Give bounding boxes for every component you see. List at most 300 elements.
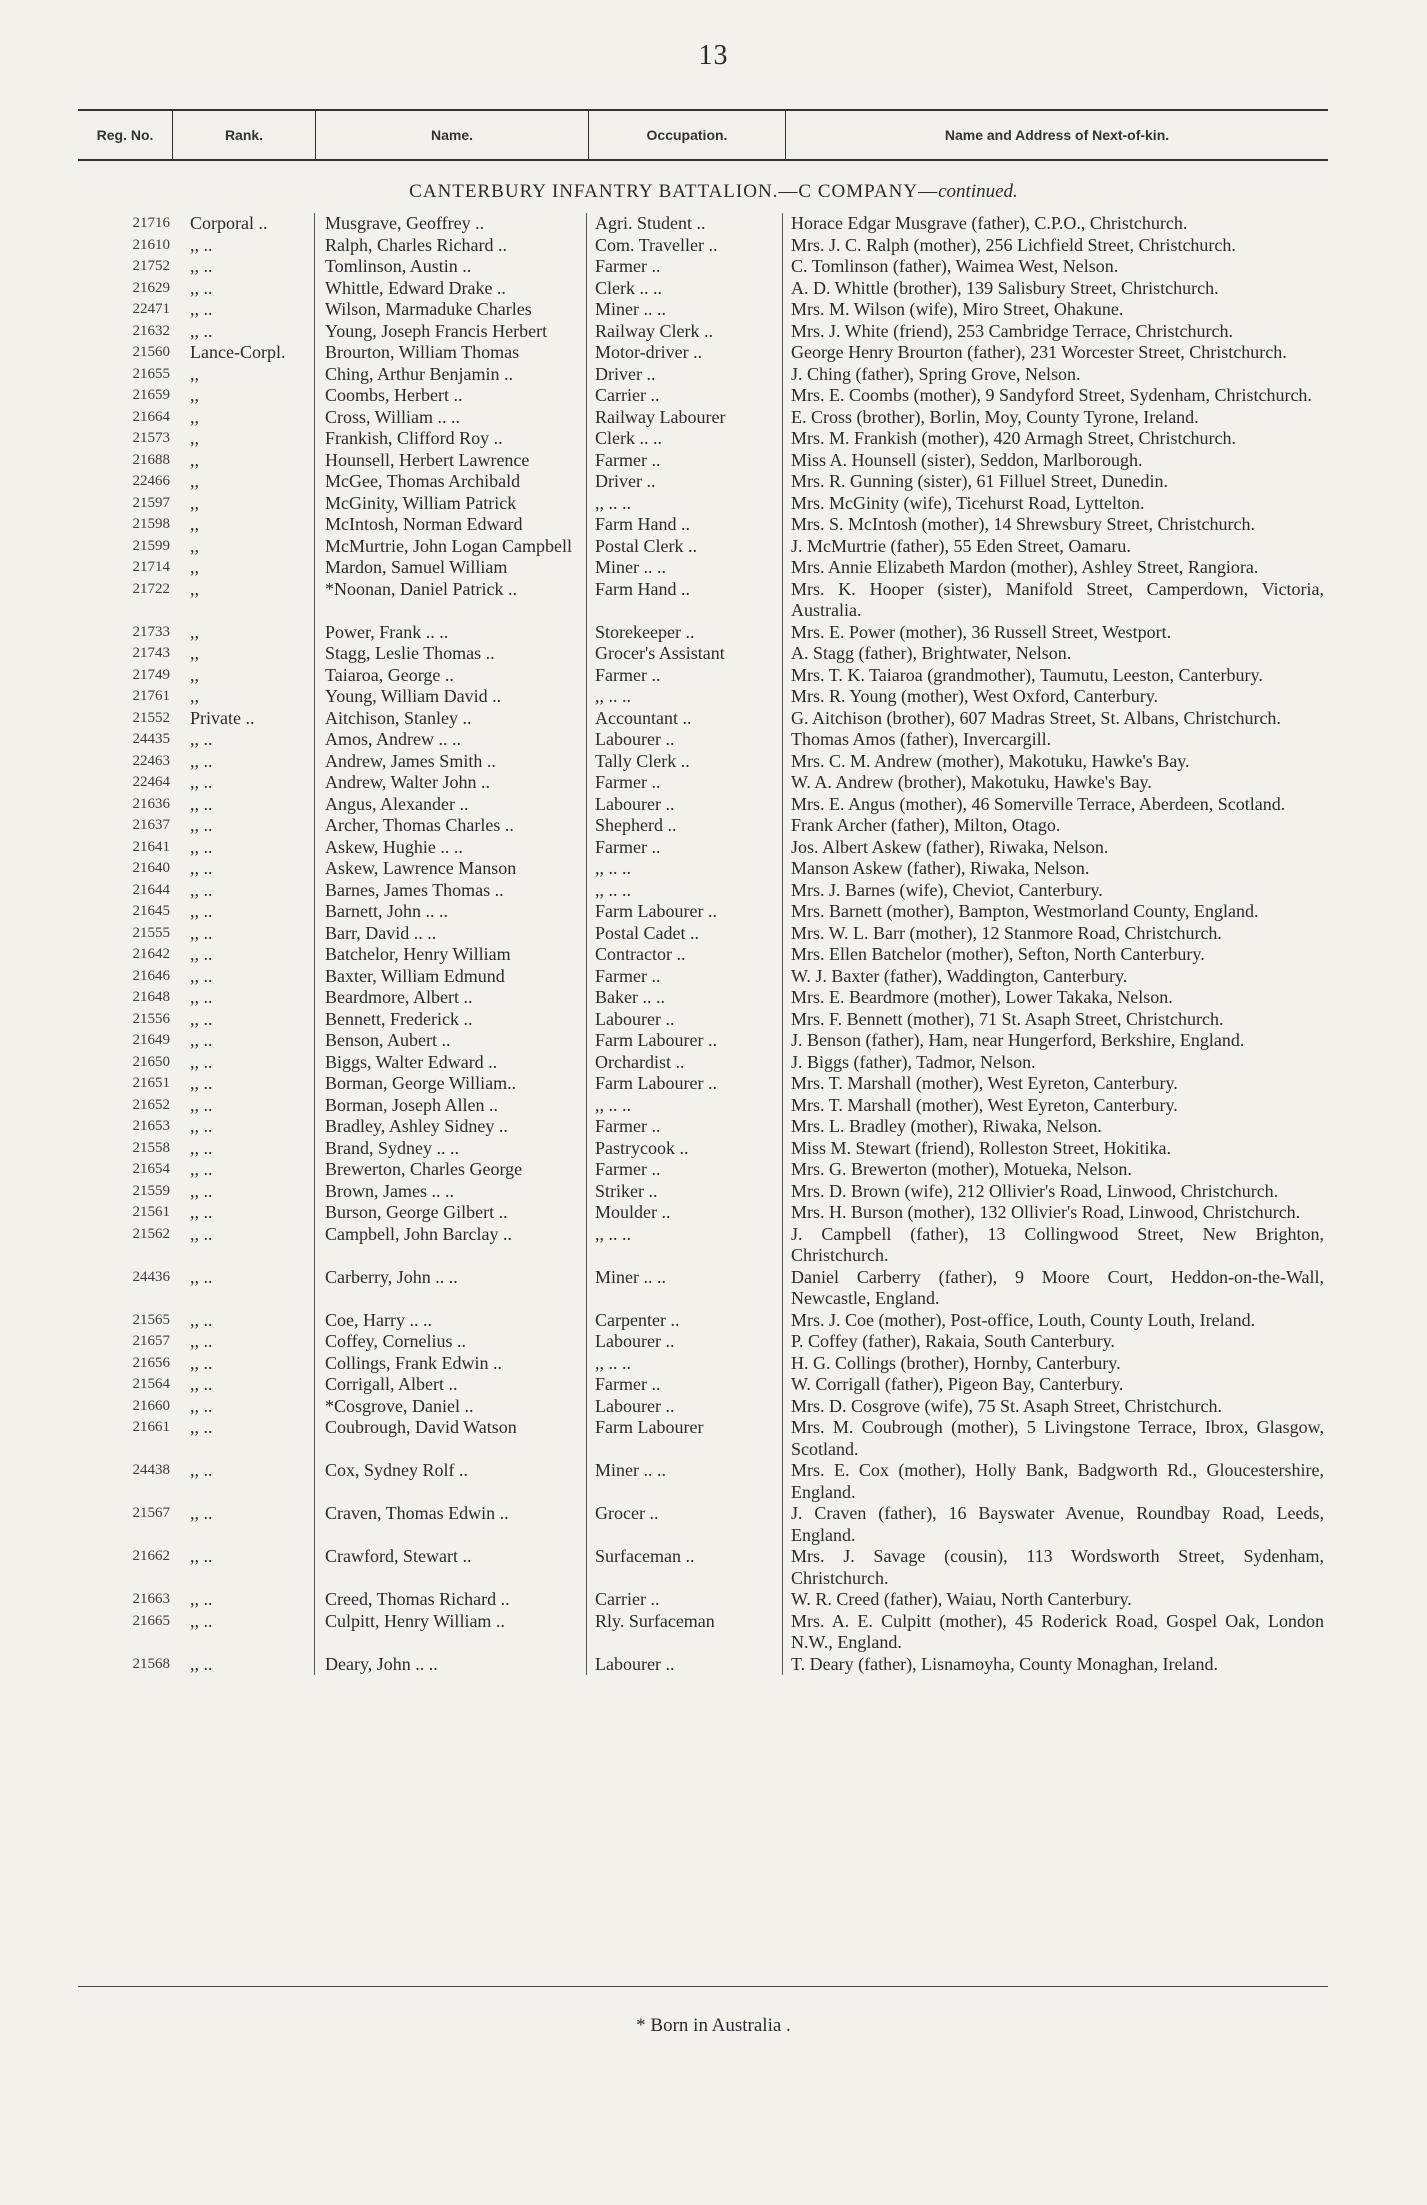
next-of-kin-cell: Mrs. M. Frankish (mother), 420 Armagh Street, Christchurch. <box>782 428 1328 450</box>
reg-no-cell: 24438 <box>132 1462 170 1478</box>
reg-no-cell: 21664 <box>132 408 170 425</box>
name-cell: *Cosgrove, Daniel .. <box>314 1396 586 1418</box>
reg-no-cell: 21558 <box>132 1139 170 1156</box>
name-cell: Borman, George William.. <box>314 1073 586 1095</box>
next-of-kin-cell: Thomas Amos (father), Invercargill. <box>782 729 1328 751</box>
name-cell: Mardon, Samuel William <box>314 557 586 579</box>
next-of-kin-cell: W. R. Creed (father), Waiau, North Canterbury. <box>782 1589 1328 1611</box>
next-of-kin-cell: J. Biggs (father), Tadmor, Nelson. <box>782 1052 1328 1074</box>
table-row <box>78 450 1328 472</box>
reg-no-cell: 21561 <box>132 1204 170 1220</box>
reg-no-cell: 21573 <box>132 430 170 446</box>
next-of-kin-cell: Mrs. E. Angus (mother), 46 Somerville Terrace, Aberdeen, Scotland. <box>782 794 1328 816</box>
table-row <box>78 944 1328 966</box>
reg-no-cell: 22463 <box>132 752 170 769</box>
table-row <box>78 213 1328 235</box>
table-row <box>78 686 1328 708</box>
rank-cell: ,, .. <box>190 1202 213 1222</box>
name-cell: Young, Joseph Francis Herbert <box>314 321 586 343</box>
rank-cell: ,, <box>190 535 199 556</box>
next-of-kin-cell: J. Craven (father), 16 Bayswater Avenue, Roundbay Road, Leeds, England. <box>782 1503 1328 1546</box>
table-row <box>78 579 1328 622</box>
reg-no-cell: 21661 <box>132 1419 170 1435</box>
occupation-cell: Labourer .. <box>586 794 782 816</box>
table-row <box>78 1159 1328 1181</box>
name-cell: Brown, James .. .. <box>314 1181 586 1203</box>
table-row <box>78 256 1328 278</box>
name-cell: Batchelor, Henry William <box>314 944 586 966</box>
name-cell: McGinity, William Patrick <box>314 493 586 515</box>
reg-no-cell: 21688 <box>132 451 170 468</box>
section-title <box>0 181 1427 203</box>
rank-cell: ,, .. <box>190 1180 213 1201</box>
name-cell: Collings, Frank Edwin .. <box>314 1353 586 1375</box>
next-of-kin-cell: Mrs. A. E. Culpitt (mother), 45 Roderick Road, Gospel Oak, London N.W., England. <box>782 1611 1328 1654</box>
name-cell: Ching, Arthur Benjamin .. <box>314 364 586 386</box>
reg-no-cell: 21567 <box>132 1505 170 1521</box>
rank-cell: ,, .. <box>190 922 213 943</box>
rank-cell: ,, .. <box>190 1051 213 1072</box>
rank-cell: ,, .. <box>190 901 213 921</box>
next-of-kin-cell: Mrs. T. Marshall (mother), West Eyreton, Canterbury. <box>782 1073 1328 1095</box>
rank-cell: ,, .. <box>190 1653 213 1674</box>
name-cell: Creed, Thomas Richard .. <box>314 1589 586 1611</box>
occupation-cell: Clerk .. .. <box>586 428 782 450</box>
name-cell: Coe, Harry .. .. <box>314 1310 586 1332</box>
next-of-kin-cell: Mrs. T. K. Taiaroa (grandmother), Taumutu, Leeston, Canterbury. <box>782 665 1328 687</box>
occupation-cell: Farmer .. <box>586 256 782 278</box>
reg-no-cell: 21644 <box>132 881 170 898</box>
name-cell: Baxter, William Edmund <box>314 966 586 988</box>
name-cell: Ralph, Charles Richard .. <box>314 235 586 257</box>
table-row <box>78 342 1328 364</box>
occupation-cell: Railway Labourer <box>586 407 782 429</box>
reg-no-cell: 21657 <box>132 1333 170 1349</box>
rank-cell: ,, .. <box>190 1116 213 1136</box>
rank-cell: ,, .. <box>190 256 213 276</box>
occupation-cell: Farm Labourer .. <box>586 1030 782 1052</box>
name-cell: Barnes, James Thomas .. <box>314 880 586 902</box>
next-of-kin-cell: Mrs. W. L. Barr (mother), 12 Stanmore Road, Christchurch. <box>782 923 1328 945</box>
next-of-kin-cell: Mrs. J. White (friend), 253 Cambridge Terrace, Christchurch. <box>782 321 1328 343</box>
rank-cell: ,, .. <box>190 1395 213 1416</box>
name-cell: Brourton, William Thomas <box>314 342 586 364</box>
next-of-kin-cell: J. Campbell (father), 13 Collingwood Street, New Brighton, Christchurch. <box>782 1224 1328 1267</box>
name-cell: Amos, Andrew .. .. <box>314 729 586 751</box>
next-of-kin-cell: Mrs. E. Coombs (mother), 9 Sandyford Street, Sydenham, Christchurch. <box>782 385 1328 407</box>
rank-cell: Private .. <box>190 707 255 728</box>
name-cell: Cox, Sydney Rolf .. <box>314 1460 586 1503</box>
name-cell: Musgrave, Geoffrey .. <box>314 213 586 235</box>
table-row <box>78 471 1328 493</box>
rank-cell: ,, .. <box>190 1460 213 1480</box>
name-cell: Askew, Hughie .. .. <box>314 837 586 859</box>
name-cell: Stagg, Leslie Thomas .. <box>314 643 586 665</box>
name-cell: Coubrough, David Watson <box>314 1417 586 1460</box>
reg-no-cell: 21665 <box>132 1612 170 1629</box>
rank-cell: Corporal .. <box>190 213 268 233</box>
next-of-kin-cell: Mrs. H. Burson (mother), 132 Ollivier's Road, Linwood, Christchurch. <box>782 1202 1328 1224</box>
occupation-cell: Farm Labourer .. <box>586 901 782 923</box>
next-of-kin-cell: Mrs. T. Marshall (mother), West Eyreton, Canterbury. <box>782 1095 1328 1117</box>
name-cell: Cross, William .. .. <box>314 407 586 429</box>
reg-no-cell: 24436 <box>132 1268 170 1285</box>
name-cell: Wilson, Marmaduke Charles <box>314 299 586 321</box>
table-row <box>78 557 1328 579</box>
next-of-kin-cell: Mrs. Annie Elizabeth Mardon (mother), Ashley Street, Rangiora. <box>782 557 1328 579</box>
table-row <box>78 1138 1328 1160</box>
reg-no-cell: 21662 <box>132 1548 170 1564</box>
next-of-kin-cell: C. Tomlinson (father), Waimea West, Nelson. <box>782 256 1328 278</box>
table-row <box>78 643 1328 665</box>
next-of-kin-cell: Mrs. D. Cosgrove (wife), 75 St. Asaph Street, Christchurch. <box>782 1396 1328 1418</box>
next-of-kin-cell: G. Aitchison (brother), 607 Madras Street, St. Albans, Christchurch. <box>782 708 1328 730</box>
rank-cell: ,, .. <box>190 1331 213 1351</box>
name-cell: Beardmore, Albert .. <box>314 987 586 1009</box>
name-cell: Campbell, John Barclay .. <box>314 1224 586 1267</box>
reg-no-cell: 21659 <box>132 387 170 403</box>
table-row <box>78 837 1328 859</box>
rank-cell: ,, <box>190 471 199 491</box>
table-row <box>78 966 1328 988</box>
table-row <box>78 1095 1328 1117</box>
reg-no-cell: 21646 <box>132 967 170 984</box>
next-of-kin-cell: W. J. Baxter (father), Waddington, Canterbury. <box>782 966 1328 988</box>
table-row <box>78 880 1328 902</box>
reg-no-cell: 21629 <box>132 279 170 296</box>
reg-no-cell: 21761 <box>132 688 170 704</box>
next-of-kin-cell: Mrs. Barnett (mother), Bampton, Westmorland County, England. <box>782 901 1328 923</box>
occupation-cell: Driver .. <box>586 471 782 493</box>
occupation-cell: Contractor .. <box>586 944 782 966</box>
name-cell: Young, William David .. <box>314 686 586 708</box>
next-of-kin-cell: Mrs. E. Beardmore (mother), Lower Takaka, Nelson. <box>782 987 1328 1009</box>
table-header <box>78 109 1328 161</box>
occupation-cell: Farm Hand .. <box>586 514 782 536</box>
table-row <box>78 1073 1328 1095</box>
rank-cell: ,, .. <box>190 1008 213 1029</box>
rank-cell: ,, <box>190 621 199 642</box>
rank-cell: ,, .. <box>190 1352 213 1373</box>
rank-cell: ,, .. <box>190 1610 213 1631</box>
table-row <box>78 858 1328 880</box>
page-number: 13 <box>698 40 729 71</box>
occupation-cell: Labourer .. <box>586 729 782 751</box>
rank-cell: ,, .. <box>190 1094 213 1115</box>
name-cell: Corrigall, Albert .. <box>314 1374 586 1396</box>
rank-cell: ,, .. <box>190 772 213 792</box>
occupation-cell: Storekeeper .. <box>586 622 782 644</box>
rank-cell: ,, <box>190 449 199 470</box>
next-of-kin-cell: Mrs. R. Gunning (sister), 61 Filluel Street, Dunedin. <box>782 471 1328 493</box>
table-row <box>78 794 1328 816</box>
next-of-kin-cell: Miss M. Stewart (friend), Rolleston Street, Hokitika. <box>782 1138 1328 1160</box>
next-of-kin-cell: George Henry Brourton (father), 231 Worcester Street, Christchurch. <box>782 342 1328 364</box>
occupation-cell: Striker .. <box>586 1181 782 1203</box>
reg-no-cell: 21641 <box>132 838 170 855</box>
occupation-cell: Accountant .. <box>586 708 782 730</box>
rank-cell: ,, <box>190 428 199 448</box>
occupation-cell: ,, .. .. <box>586 858 782 880</box>
table-row <box>78 1310 1328 1332</box>
next-of-kin-cell: W. Corrigall (father), Pigeon Bay, Canterbury. <box>782 1374 1328 1396</box>
rank-cell: ,, <box>190 363 199 384</box>
occupation-cell: Labourer .. <box>586 1331 782 1353</box>
reg-no-cell: 21649 <box>132 1032 170 1048</box>
rank-cell: ,, <box>190 557 199 577</box>
rank-cell: ,, <box>190 664 199 685</box>
rank-cell: ,, .. <box>190 987 213 1007</box>
rank-cell: ,, .. <box>190 836 213 857</box>
next-of-kin-cell: J. McMurtrie (father), 55 Eden Street, Oamaru. <box>782 536 1328 558</box>
name-cell: Coombs, Herbert .. <box>314 385 586 407</box>
occupation-cell: Carpenter .. <box>586 1310 782 1332</box>
table-row <box>78 1589 1328 1611</box>
reg-no-cell: 21597 <box>132 494 170 511</box>
rank-cell: ,, .. <box>190 299 213 319</box>
table-row <box>78 321 1328 343</box>
header-reg-no: Reg. No. <box>78 111 173 159</box>
occupation-cell: ,, .. .. <box>586 1224 782 1267</box>
table-row <box>78 428 1328 450</box>
occupation-cell: Farmer .. <box>586 1116 782 1138</box>
rank-cell: ,, .. <box>190 965 213 986</box>
reg-no-cell: 21722 <box>132 580 170 597</box>
table-row <box>78 1202 1328 1224</box>
reg-no-cell: 21716 <box>132 215 170 231</box>
next-of-kin-cell: H. G. Collings (brother), Hornby, Canterbury. <box>782 1353 1328 1375</box>
next-of-kin-cell: W. A. Andrew (brother), Makotuku, Hawke's Bay. <box>782 772 1328 794</box>
next-of-kin-cell: E. Cross (brother), Borlin, Moy, County Tyrone, Ireland. <box>782 407 1328 429</box>
table-row <box>78 1546 1328 1589</box>
table-row <box>78 514 1328 536</box>
next-of-kin-cell: Jos. Albert Askew (father), Riwaka, Nelson. <box>782 837 1328 859</box>
name-cell: Brewerton, Charles George <box>314 1159 586 1181</box>
occupation-cell: ,, .. .. <box>586 1353 782 1375</box>
rank-cell: ,, .. <box>190 1309 213 1330</box>
name-cell: Brand, Sydney .. .. <box>314 1138 586 1160</box>
next-of-kin-cell: Mrs. L. Bradley (mother), Riwaka, Nelson. <box>782 1116 1328 1138</box>
table-row <box>78 751 1328 773</box>
occupation-cell: Grocer's Assistant <box>586 643 782 665</box>
reg-no-cell: 24435 <box>132 731 170 747</box>
name-cell: Barnett, John .. .. <box>314 901 586 923</box>
name-cell: Askew, Lawrence Manson <box>314 858 586 880</box>
header-rank: Rank. <box>173 111 316 159</box>
reg-no-cell: 21656 <box>132 1354 170 1371</box>
name-cell: Burson, George Gilbert .. <box>314 1202 586 1224</box>
name-cell: Taiaroa, George .. <box>314 665 586 687</box>
rank-cell: ,, .. <box>190 1137 213 1158</box>
next-of-kin-cell: P. Coffey (father), Rakaia, South Canterbury. <box>782 1331 1328 1353</box>
name-cell: Power, Frank .. .. <box>314 622 586 644</box>
next-of-kin-cell: Mrs. J. C. Ralph (mother), 256 Lichfield Street, Christchurch. <box>782 235 1328 257</box>
rank-cell: ,, .. <box>190 879 213 900</box>
section-title-main: CANTERBURY INFANTRY BATTALION.—C COMPANY— <box>409 181 939 202</box>
name-cell: Coffey, Cornelius .. <box>314 1331 586 1353</box>
name-cell: McGee, Thomas Archibald <box>314 471 586 493</box>
reg-no-cell: 21565 <box>132 1311 170 1328</box>
reg-no-cell: 21599 <box>132 537 170 554</box>
table-row <box>78 923 1328 945</box>
reg-no-cell: 21650 <box>132 1053 170 1070</box>
name-cell: Craven, Thomas Edwin .. <box>314 1503 586 1546</box>
reg-no-cell: 21598 <box>132 516 170 532</box>
next-of-kin-cell: Mrs. J. Coe (mother), Post-office, Louth, County Louth, Ireland. <box>782 1310 1328 1332</box>
table-row <box>78 1396 1328 1418</box>
next-of-kin-cell: Mrs. D. Brown (wife), 212 Ollivier's Road, Linwood, Christchurch. <box>782 1181 1328 1203</box>
next-of-kin-cell: Mrs. G. Brewerton (mother), Motueka, Nelson. <box>782 1159 1328 1181</box>
rank-cell: ,, <box>190 578 199 599</box>
table-row <box>78 536 1328 558</box>
next-of-kin-cell: Mrs. E. Power (mother), 36 Russell Street, Westport. <box>782 622 1328 644</box>
table-row <box>78 1374 1328 1396</box>
table-row <box>78 1181 1328 1203</box>
reg-no-cell: 21645 <box>132 903 170 919</box>
name-cell: Barr, David .. .. <box>314 923 586 945</box>
reg-no-cell: 21632 <box>132 322 170 339</box>
reg-no-cell: 21653 <box>132 1118 170 1134</box>
name-cell: Bradley, Ashley Sidney .. <box>314 1116 586 1138</box>
table-row <box>78 1503 1328 1546</box>
reg-no-cell: 21637 <box>132 817 170 833</box>
reg-no-cell: 21655 <box>132 365 170 382</box>
rank-cell: ,, <box>190 643 199 663</box>
table-row <box>78 1331 1328 1353</box>
name-cell: Andrew, James Smith .. <box>314 751 586 773</box>
reg-no-cell: 21714 <box>132 559 170 575</box>
rank-cell: ,, <box>190 514 199 534</box>
reg-no-cell: 21652 <box>132 1096 170 1113</box>
table-row <box>78 1030 1328 1052</box>
table-row <box>78 278 1328 300</box>
name-cell: Biggs, Walter Edward .. <box>314 1052 586 1074</box>
occupation-cell: Miner .. .. <box>586 557 782 579</box>
table-row <box>78 665 1328 687</box>
table-row <box>78 708 1328 730</box>
occupation-cell: ,, .. .. <box>586 686 782 708</box>
next-of-kin-cell: Mrs. McGinity (wife), Ticehurst Road, Lyttelton. <box>782 493 1328 515</box>
occupation-cell: Farmer .. <box>586 837 782 859</box>
header-occupation: Occupation. <box>589 111 786 159</box>
reg-no-cell: 21560 <box>132 344 170 360</box>
next-of-kin-cell: A. D. Whittle (brother), 139 Salisbury Street, Christchurch. <box>782 278 1328 300</box>
footnote: * Born in Australia . <box>636 2015 791 2036</box>
name-cell: Deary, John .. .. <box>314 1654 586 1676</box>
reg-no-cell: 21749 <box>132 666 170 683</box>
occupation-cell: Motor-driver .. <box>586 342 782 364</box>
rank-cell: Lance-Corpl. <box>190 342 286 362</box>
rank-cell: ,, .. <box>190 729 213 749</box>
rank-cell: ,, .. <box>190 858 213 878</box>
table-row <box>78 235 1328 257</box>
occupation-cell: ,, .. .. <box>586 880 782 902</box>
occupation-cell: Miner .. .. <box>586 1460 782 1503</box>
reg-no-cell: 21559 <box>132 1182 170 1199</box>
name-cell: Borman, Joseph Allen .. <box>314 1095 586 1117</box>
next-of-kin-cell: Mrs. F. Bennett (mother), 71 St. Asaph Street, Christchurch. <box>782 1009 1328 1031</box>
table-row <box>78 1052 1328 1074</box>
name-cell: Whittle, Edward Drake .. <box>314 278 586 300</box>
next-of-kin-cell: Mrs. C. M. Andrew (mother), Makotuku, Hawke's Bay. <box>782 751 1328 773</box>
occupation-cell: Com. Traveller .. <box>586 235 782 257</box>
name-cell: Hounsell, Herbert Lawrence <box>314 450 586 472</box>
reg-no-cell: 21564 <box>132 1376 170 1392</box>
occupation-cell: Carrier .. <box>586 385 782 407</box>
rank-cell: ,, .. <box>190 234 213 255</box>
table-row <box>78 1611 1328 1654</box>
occupation-cell: Postal Clerk .. <box>586 536 782 558</box>
occupation-cell: ,, .. .. <box>586 1095 782 1117</box>
next-of-kin-cell: Daniel Carberry (father), 9 Moore Court, Heddon-on-the-Wall, Newcastle, England. <box>782 1267 1328 1310</box>
rank-cell: ,, .. <box>190 1073 213 1093</box>
header-name: Name. <box>316 111 589 159</box>
occupation-cell: Farmer .. <box>586 450 782 472</box>
reg-no-cell: 22471 <box>132 301 170 317</box>
occupation-cell: Clerk .. .. <box>586 278 782 300</box>
table-row <box>78 407 1328 429</box>
rank-cell: ,, .. <box>190 793 213 814</box>
table-row <box>78 1353 1328 1375</box>
rank-cell: ,, .. <box>190 1266 213 1287</box>
occupation-cell: Surfaceman .. <box>586 1546 782 1589</box>
occupation-cell: Labourer .. <box>586 1654 782 1676</box>
reg-no-cell: 21743 <box>132 645 170 661</box>
next-of-kin-cell: Frank Archer (father), Milton, Otago. <box>782 815 1328 837</box>
rank-cell: ,, <box>190 406 199 427</box>
next-of-kin-cell: J. Benson (father), Ham, near Hungerford, Berkshire, England. <box>782 1030 1328 1052</box>
rank-cell: ,, .. <box>190 320 213 341</box>
table-row <box>78 1654 1328 1676</box>
occupation-cell: ,, .. .. <box>586 493 782 515</box>
occupation-cell: Driver .. <box>586 364 782 386</box>
rank-cell: ,, .. <box>190 277 213 298</box>
table-row <box>78 815 1328 837</box>
next-of-kin-cell: Mrs. K. Hooper (sister), Manifold Street, Camperdown, Victoria, Australia. <box>782 579 1328 622</box>
name-cell: Aitchison, Stanley .. <box>314 708 586 730</box>
name-cell: McMurtrie, John Logan Campbell <box>314 536 586 558</box>
table-row <box>78 1009 1328 1031</box>
table-row <box>78 729 1328 751</box>
next-of-kin-cell: Mrs. J. Barnes (wife), Cheviot, Canterbury. <box>782 880 1328 902</box>
reg-no-cell: 21654 <box>132 1161 170 1177</box>
rank-cell: ,, .. <box>190 1589 213 1609</box>
table-row <box>78 299 1328 321</box>
name-cell: Bennett, Frederick .. <box>314 1009 586 1031</box>
rank-cell: ,, .. <box>190 1159 213 1179</box>
table-row <box>78 622 1328 644</box>
rank-cell: ,, <box>190 492 199 513</box>
reg-no-cell: 21752 <box>132 258 170 274</box>
footer-rule <box>78 1986 1328 1987</box>
occupation-cell: Farm Hand .. <box>586 579 782 622</box>
roll-table <box>78 213 1328 1675</box>
next-of-kin-cell: T. Deary (father), Lisnamoyha, County Monaghan, Ireland. <box>782 1654 1328 1676</box>
occupation-cell: Farmer .. <box>586 966 782 988</box>
next-of-kin-cell: Manson Askew (father), Riwaka, Nelson. <box>782 858 1328 880</box>
reg-no-cell: 22464 <box>132 774 170 790</box>
table-row <box>78 1116 1328 1138</box>
next-of-kin-cell: Mrs. E. Cox (mother), Holly Bank, Badgworth Rd., Gloucestershire, England. <box>782 1460 1328 1503</box>
table-row <box>78 901 1328 923</box>
reg-no-cell: 21568 <box>132 1655 170 1672</box>
table-row <box>78 1267 1328 1310</box>
table-row <box>78 772 1328 794</box>
name-cell: Benson, Aubert .. <box>314 1030 586 1052</box>
occupation-cell: Farmer .. <box>586 1159 782 1181</box>
rank-cell: ,, .. <box>190 750 213 771</box>
rank-cell: ,, <box>190 385 199 405</box>
